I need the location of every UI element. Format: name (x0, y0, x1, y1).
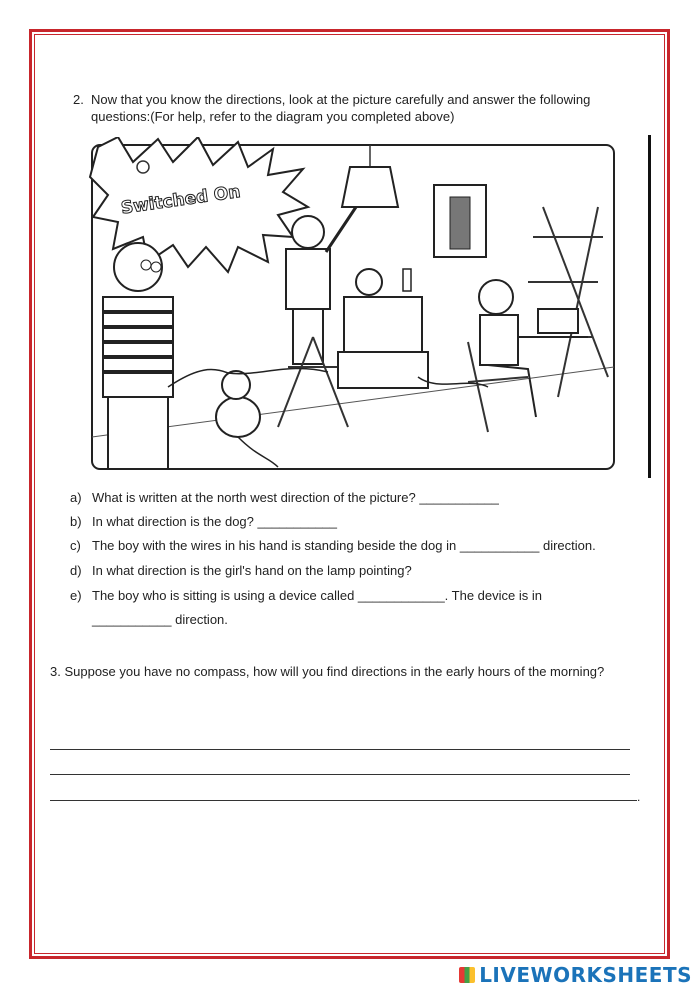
boy-sitting-icon (479, 280, 513, 314)
girl-icon (292, 216, 324, 248)
liveworksheets-logo: LIVEWORKSHEETS (459, 963, 692, 987)
television-icon (344, 297, 422, 352)
dog-icon (216, 397, 260, 437)
answer-line-3[interactable] (50, 800, 637, 801)
sub-question-e-continued: ___________ direction. (92, 612, 228, 627)
sub-question-e: e) The boy who is sitting is using a device called ____________. The device is in (70, 588, 542, 603)
burst-label: Switched On (119, 181, 242, 219)
laptop-icon (538, 309, 578, 333)
answer-line-1[interactable] (50, 749, 630, 750)
liveworksheets-logo-icon (459, 967, 475, 983)
question-text: Now that you know the directions, look at the picture carefully and answer the following questions:(For help, refer to the diagram you completed above) (91, 92, 591, 124)
question-3: 3. Suppose you have no compass, how will you find directions in the early hours of the morning? (50, 664, 605, 679)
candle-icon (403, 269, 411, 291)
lamp-icon (342, 167, 398, 207)
sub-question-c: c) The boy with the wires in his hand is standing beside the dog in ___________ direction. (70, 538, 596, 553)
bulb-icon (137, 161, 149, 173)
question-number: 2. (73, 92, 84, 107)
question-2 (73, 91, 653, 125)
sub-question-a: a) What is written at the north west direction of the picture? ___________ (70, 490, 499, 505)
answer-line-2[interactable] (50, 774, 630, 775)
vertical-rule (648, 135, 651, 478)
sub-question-d: d) In what direction is the girl's hand on the lamp pointing? (70, 563, 412, 578)
answer-end-period: . (637, 790, 641, 804)
room-illustration (88, 137, 618, 472)
fishbowl-icon (356, 269, 382, 295)
sub-question-b: b) In what direction is the dog? ___________ (70, 514, 338, 529)
